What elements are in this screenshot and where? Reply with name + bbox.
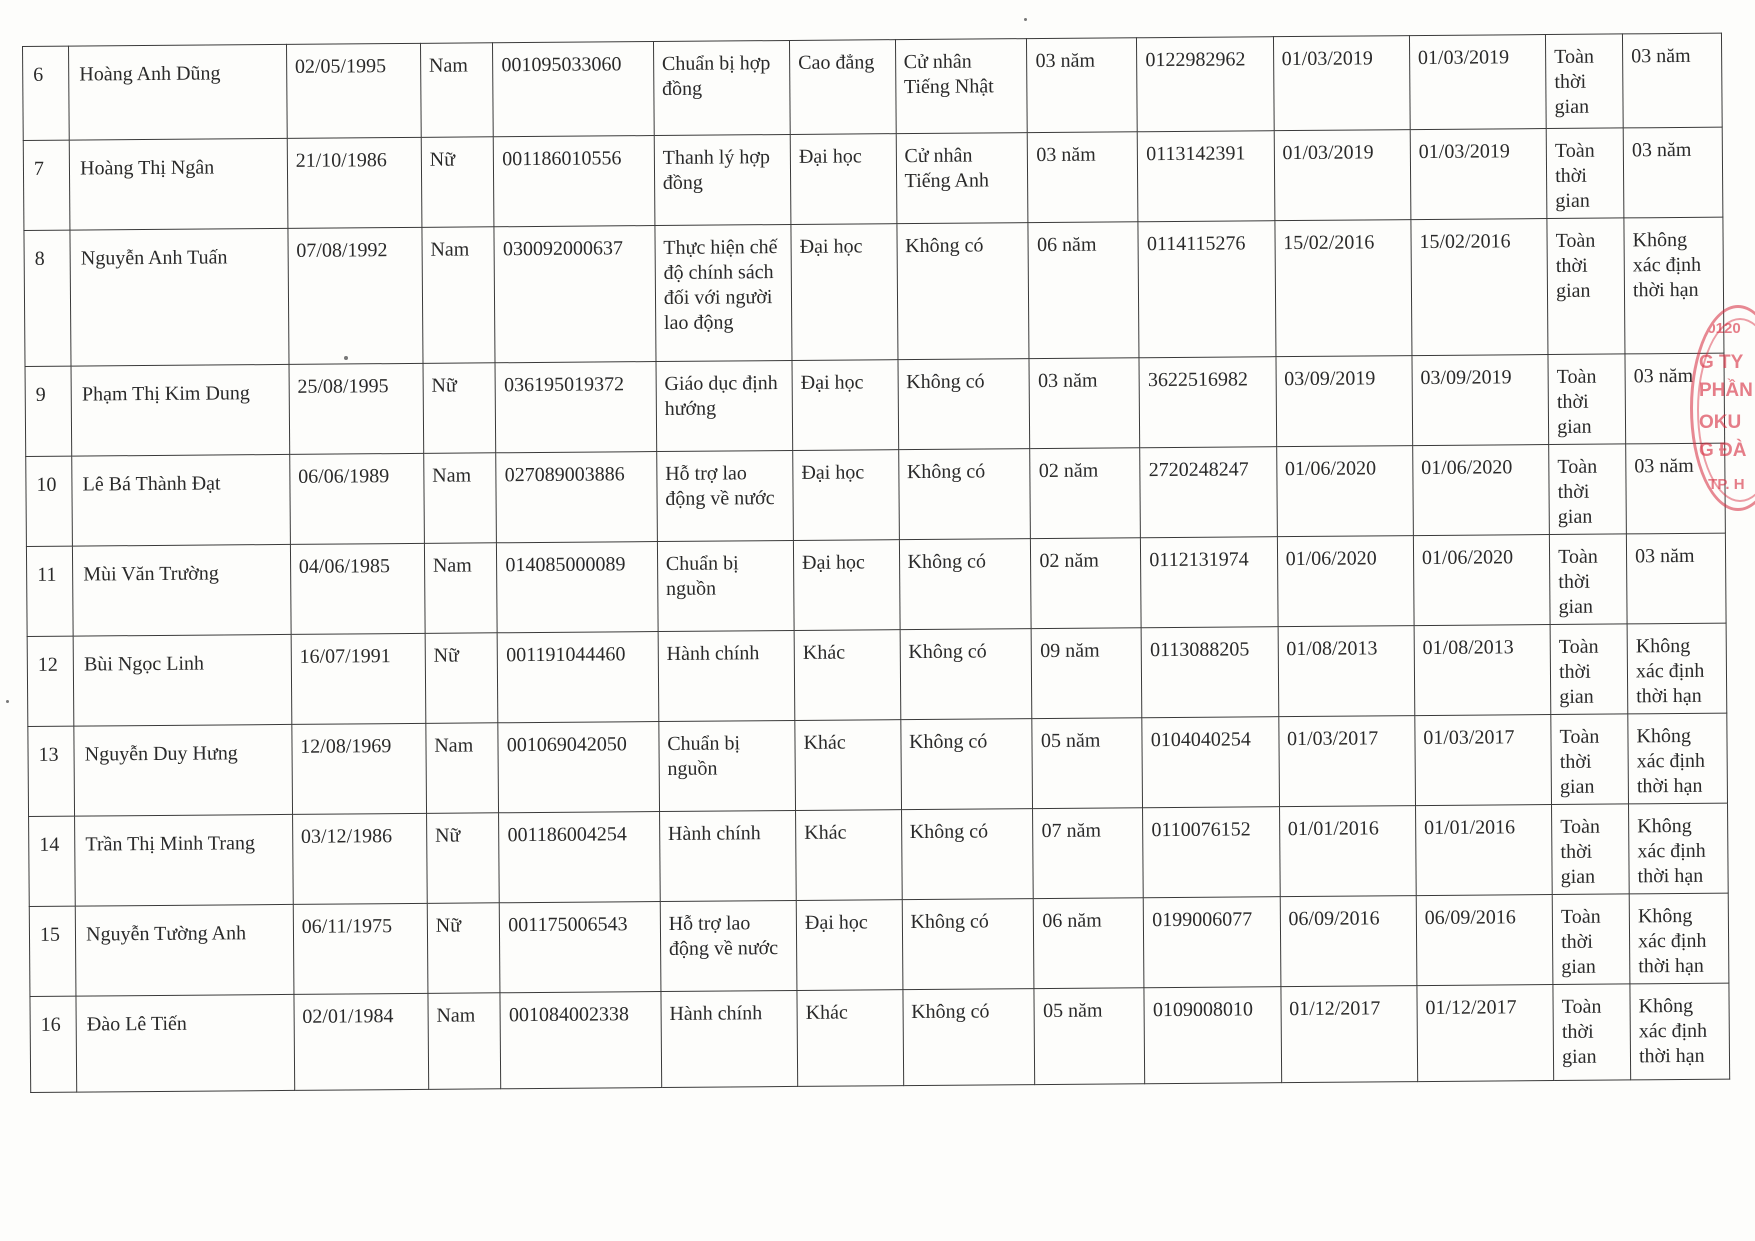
scan-speck [6, 700, 9, 703]
work-type-cell: Toàn thời gian [1551, 714, 1629, 805]
scan-speck [1024, 18, 1027, 21]
contract-date-cell: 01/03/2019 [1410, 129, 1547, 220]
table-row [23, 127, 1723, 230]
date-of-birth-cell: 02/01/1984 [294, 993, 429, 1090]
employee-name-cell: Mùi Văn Trường [73, 544, 291, 636]
contract-date-cell: 01/12/2017 [1417, 985, 1554, 1082]
insurance-number-cell: 0113142391 [1138, 131, 1275, 222]
contract-term-cell: 03 năm [1623, 127, 1723, 218]
experience-years-cell: 05 năm [1034, 988, 1145, 1085]
date-of-birth-cell: 06/11/1975 [293, 903, 428, 994]
employee-name-cell: Trần Thị Minh Trang [75, 814, 293, 906]
contract-date-cell: 06/09/2016 [1416, 895, 1553, 986]
employee-name-cell: Nguyễn Duy Hưng [74, 724, 292, 816]
row-number-cell: 10 [26, 456, 73, 546]
contract-date-cell: 01/08/2013 [1414, 625, 1551, 716]
experience-years-cell: 02 năm [1031, 538, 1142, 629]
table-row [26, 443, 1726, 546]
start-date-cell: 01/06/2020 [1276, 446, 1413, 537]
table-row [26, 533, 1726, 636]
scan-speck [344, 356, 348, 360]
employee-name-cell: Phạm Thị Kim Dung [71, 364, 289, 456]
education-level-cell: Đại học [792, 360, 898, 451]
gender-cell: Nữ [423, 363, 496, 454]
insurance-number-cell: 0104040254 [1142, 717, 1279, 808]
id-number-cell: 001191044460 [497, 632, 658, 723]
major-cell: Không có [896, 223, 1029, 360]
contract-term-cell: Không xác định thời hạn [1629, 893, 1729, 984]
date-of-birth-cell: 25/08/1995 [289, 363, 424, 454]
job-position-cell: Thanh lý hợp đồng [654, 134, 791, 225]
table-row [25, 353, 1725, 456]
table-row [30, 983, 1730, 1092]
contract-term-cell: 03 năm [1626, 533, 1726, 624]
work-type-cell: Toàn thời gian [1550, 624, 1628, 715]
contract-date-cell: 01/01/2016 [1415, 805, 1552, 896]
gender-cell: Nữ [426, 813, 499, 904]
contract-term-cell: Không xác định thời hạn [1629, 803, 1729, 894]
gender-cell: Nam [428, 993, 501, 1090]
contract-term-cell: 03 năm [1626, 443, 1726, 534]
work-type-cell: Toàn thời gian [1548, 354, 1626, 445]
education-level-cell: Khác [797, 990, 903, 1087]
education-level-cell: Đại học [796, 900, 902, 991]
row-number-cell: 11 [26, 546, 73, 636]
insurance-number-cell: 3622516982 [1139, 357, 1276, 448]
work-type-cell: Toàn thời gian [1553, 984, 1631, 1081]
experience-years-cell: 06 năm [1034, 898, 1145, 989]
id-number-cell: 001084002338 [500, 992, 661, 1089]
job-position-cell: Chuẩn bị nguồn [657, 540, 794, 631]
major-cell: Không có [899, 539, 1032, 630]
work-type-cell: Toàn thời gian [1546, 34, 1624, 129]
job-position-cell: Chuẩn bị nguồn [659, 720, 796, 811]
date-of-birth-cell: 06/06/1989 [289, 453, 424, 544]
id-number-cell: 030092000637 [494, 226, 656, 363]
row-number-cell: 9 [25, 366, 72, 456]
job-position-cell: Giáo dục định hướng [656, 360, 793, 451]
experience-years-cell: 07 năm [1033, 808, 1144, 899]
education-level-cell: Khác [794, 630, 900, 721]
start-date-cell: 01/03/2019 [1274, 130, 1411, 221]
employee-name-cell: Đào Lê Tiến [76, 994, 294, 1092]
contract-date-cell: 01/06/2020 [1413, 445, 1550, 536]
experience-years-cell: 09 năm [1032, 628, 1143, 719]
job-position-cell: Thực hiện chế độ chính sách đối với người lao động [655, 224, 792, 361]
id-number-cell: 001095033060 [493, 42, 654, 137]
gender-cell: Nam [420, 43, 493, 138]
major-cell: Không có [902, 899, 1035, 990]
experience-years-cell: 02 năm [1030, 448, 1141, 539]
row-number-cell: 7 [23, 140, 70, 230]
contract-date-cell: 01/03/2019 [1409, 35, 1546, 130]
id-number-cell: 001186010556 [494, 136, 655, 227]
contract-term-cell: Không xác định thời hạn [1624, 217, 1724, 354]
table-row [24, 217, 1724, 366]
job-position-cell: Chuẩn bị hợp đồng [653, 40, 790, 135]
row-number-cell: 12 [27, 636, 74, 726]
id-number-cell: 001186004254 [499, 812, 660, 903]
row-number-cell: 13 [28, 726, 75, 816]
gender-cell: Nam [426, 723, 499, 814]
start-date-cell: 03/09/2019 [1276, 356, 1413, 447]
table-row [23, 33, 1723, 140]
seal-text-6: - TP. H [1699, 476, 1745, 493]
employee-name-cell: Nguyễn Tường Anh [75, 904, 293, 996]
major-cell: Không có [900, 719, 1033, 810]
contract-date-cell: 01/03/2017 [1415, 715, 1552, 806]
date-of-birth-cell: 07/08/1992 [288, 227, 423, 364]
employee-table [22, 33, 1730, 1093]
date-of-birth-cell: 03/12/1986 [292, 813, 427, 904]
work-type-cell: Toàn thời gian [1547, 218, 1625, 355]
id-number-cell: 027089003886 [496, 452, 657, 543]
date-of-birth-cell: 21/10/1986 [287, 137, 422, 228]
work-type-cell: Toàn thời gian [1552, 894, 1630, 985]
id-number-cell: 014085000089 [497, 542, 658, 633]
employee-rows [23, 33, 1730, 1092]
id-number-cell: 036195019372 [495, 362, 656, 453]
job-position-cell: Hành chính [661, 990, 798, 1087]
row-number-cell: 6 [23, 46, 70, 140]
job-position-cell: Hành chính [659, 810, 796, 901]
employee-name-cell: Nguyễn Anh Tuấn [70, 228, 289, 366]
education-level-cell: Đại học [791, 224, 898, 361]
row-number-cell: 16 [30, 996, 77, 1092]
company-seal [1690, 305, 1755, 511]
job-position-cell: Hỗ trợ lao động về nước [656, 450, 793, 541]
start-date-cell: 06/09/2016 [1280, 896, 1417, 987]
major-cell: Không có [900, 629, 1033, 720]
start-date-cell: 15/02/2016 [1274, 220, 1411, 357]
job-position-cell: Hỗ trợ lao động về nước [660, 900, 797, 991]
education-level-cell: Đại học [793, 450, 899, 541]
seal-text-2: G TY [1699, 352, 1744, 373]
education-level-cell: Khác [796, 810, 902, 901]
major-cell: Không có [898, 449, 1031, 540]
contract-date-cell: 01/06/2020 [1413, 535, 1550, 626]
insurance-number-cell: 0199006077 [1144, 897, 1281, 988]
employee-name-cell: Lê Bá Thành Đạt [72, 454, 290, 546]
major-cell: Cử nhân Tiếng Nhật [895, 39, 1028, 134]
date-of-birth-cell: 02/05/1995 [286, 43, 421, 138]
date-of-birth-cell: 16/07/1991 [291, 633, 426, 724]
employee-name-cell: Bùi Ngọc Linh [73, 634, 291, 726]
major-cell: Không có [901, 809, 1034, 900]
date-of-birth-cell: 12/08/1969 [292, 723, 427, 814]
insurance-number-cell: 0113088205 [1141, 627, 1278, 718]
seal-text-1: 20120 [1699, 320, 1741, 337]
education-level-cell: Đại học [790, 134, 896, 225]
gender-cell: Nam [424, 543, 497, 634]
education-level-cell: Đại học [793, 540, 899, 631]
gender-cell: Nữ [425, 633, 498, 724]
row-number-cell: 8 [24, 230, 71, 366]
start-date-cell: 01/08/2013 [1278, 626, 1415, 717]
start-date-cell: 01/03/2019 [1273, 36, 1410, 131]
start-date-cell: 01/12/2017 [1281, 986, 1418, 1083]
start-date-cell: 01/06/2020 [1277, 536, 1414, 627]
gender-cell: Nam [422, 227, 496, 364]
education-level-cell: Cao đẳng [790, 40, 896, 135]
experience-years-cell: 05 năm [1032, 718, 1143, 809]
employee-name-cell: Hoàng Anh Dũng [69, 44, 287, 140]
contract-term-cell: 03 năm [1625, 353, 1725, 444]
row-number-cell: 14 [29, 816, 76, 906]
seal-text-4: OKU [1699, 412, 1742, 433]
contract-date-cell: 15/02/2016 [1411, 219, 1548, 356]
gender-cell: Nữ [421, 137, 494, 228]
gender-cell: Nữ [427, 903, 500, 994]
insurance-number-cell: 0114115276 [1138, 221, 1275, 358]
id-number-cell: 001175006543 [500, 902, 661, 993]
contract-term-cell: Không xác định thời hạn [1628, 713, 1728, 804]
contract-date-cell: 03/09/2019 [1412, 355, 1549, 446]
table-row [27, 623, 1727, 726]
row-number-cell: 15 [29, 906, 76, 996]
contract-term-cell: Không xác định thời hạn [1627, 623, 1727, 714]
experience-years-cell: 06 năm [1028, 222, 1139, 359]
table-row [29, 893, 1729, 996]
seal-text-5: G ĐÀ [1699, 440, 1747, 461]
insurance-number-cell: 0122982962 [1137, 37, 1274, 132]
experience-years-cell: 03 năm [1027, 38, 1138, 133]
table-row [28, 713, 1728, 816]
contract-term-cell: 03 năm [1622, 33, 1722, 128]
insurance-number-cell: 2720248247 [1140, 447, 1277, 538]
education-level-cell: Khác [795, 720, 901, 811]
table-row [29, 803, 1729, 906]
contract-term-cell: Không xác định thời hạn [1630, 983, 1730, 1080]
work-type-cell: Toàn thời gian [1549, 444, 1627, 535]
id-number-cell: 001069042050 [498, 722, 659, 813]
seal-inner-ring [1697, 318, 1755, 502]
employee-name-cell: Hoàng Thị Ngân [69, 138, 287, 230]
major-cell: Không có [902, 989, 1035, 1086]
insurance-number-cell: 0109008010 [1144, 987, 1281, 1084]
work-type-cell: Toàn thời gian [1546, 128, 1624, 219]
work-type-cell: Toàn thời gian [1552, 804, 1630, 895]
insurance-number-cell: 0112131974 [1141, 537, 1278, 628]
date-of-birth-cell: 04/06/1985 [290, 543, 425, 634]
start-date-cell: 01/01/2016 [1279, 806, 1416, 897]
document-page [22, 33, 1731, 1188]
major-cell: Cử nhân Tiếng Anh [896, 133, 1029, 224]
work-type-cell: Toàn thời gian [1549, 534, 1627, 625]
major-cell: Không có [898, 359, 1031, 450]
job-position-cell: Hành chính [658, 630, 795, 721]
experience-years-cell: 03 năm [1029, 358, 1140, 449]
insurance-number-cell: 0110076152 [1143, 807, 1280, 898]
seal-text-3: PHẦN [1699, 380, 1753, 401]
gender-cell: Nam [424, 453, 497, 544]
start-date-cell: 01/03/2017 [1278, 716, 1415, 807]
experience-years-cell: 03 năm [1028, 132, 1139, 223]
